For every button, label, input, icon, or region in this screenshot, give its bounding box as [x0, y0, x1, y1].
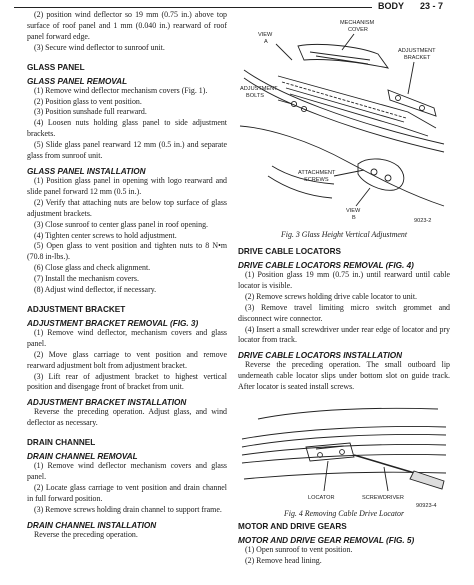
procedure-step: (1) Position glass 19 mm (0.75 in.) until rearward until cable locator is visible. [238, 270, 450, 290]
procedure-step: (7) Install the mechanism covers. [34, 274, 139, 284]
figure-3-code: 9023-2 [414, 218, 432, 224]
label-view-b-1: VIEW [346, 208, 361, 214]
right-column-bottom [238, 513, 450, 567]
label-locator: LOCATOR [308, 495, 335, 501]
label-view-a-1: VIEW [258, 32, 273, 38]
figure-4-code: 90923-4 [416, 503, 437, 509]
procedure-step: (2) Remove screws holding drive cable locator to unit. [245, 291, 418, 301]
label-adjustment-bolts-2: BOLTS [246, 93, 264, 99]
subsection-heading: GLASS PANEL REMOVAL [27, 76, 128, 86]
right-column-middle [238, 238, 450, 393]
procedure-step: (5) Open glass to vent position and tighten nuts to 8 N•m (70.8 in-lbs.). [27, 241, 227, 262]
figure-3-caption: Fig. 3 Glass Height Vertical Adjustment [280, 230, 408, 239]
subsection-heading: ADJUSTMENT BRACKET REMOVAL (FIG. 3) [27, 318, 199, 328]
body-paragraph: Reverse the preceding operation. Adjust glass, and wind deflector as necessary. [27, 407, 227, 428]
figure-4-drawing [238, 399, 450, 509]
subsection-heading: ADJUSTMENT BRACKET INSTALLATION [27, 398, 187, 408]
label-mechanism-1: MECHANISM [340, 20, 375, 26]
procedure-step: (4) Tighten center screws to hold adjustment. [34, 230, 177, 240]
label-view-b-2: B [352, 215, 356, 221]
procedure-step: (3) Position sunshade full rearward. [34, 107, 147, 117]
label-view-a-2: A [264, 39, 268, 45]
guide-track-upper [242, 427, 446, 440]
subsection-heading: MOTOR AND DRIVE GEAR REMOVAL (FIG. 5) [238, 536, 415, 545]
section-heading: ADJUSTMENT BRACKET [27, 304, 126, 314]
procedure-step: (2) Remove head lining. [245, 555, 322, 565]
figure-3-drawing [238, 16, 450, 230]
procedure-step: (6) Close glass and check alignment. [34, 263, 151, 273]
procedure-step: (1) Remove wind deflector, mechanism covers and glass panel. [27, 327, 227, 348]
header-rule [14, 7, 372, 8]
procedure-step: (2) Move glass carriage to vent position and remove rearward adjustment bolt from adjustment bracket. [27, 349, 227, 370]
procedure-step: (3) Remove travel limiting micro switch grommet and disconnect wire connector. [238, 302, 450, 323]
label-adjustment-bolts-1: ADJUSTMENT [240, 86, 278, 92]
section-heading: DRIVE CABLE LOCATORS [238, 247, 341, 256]
adjustment-bracket-shape [388, 90, 436, 116]
label-mechanism-2: COVER [348, 27, 368, 33]
procedure-step: (3) Lift rear of adjustment bracket to highest vertical position and disengage front of bracket from unit. [27, 371, 227, 392]
label-attachment-screws-1: ATTACHMENT [298, 170, 336, 176]
left-column [27, 10, 227, 541]
figure-4-caption: Fig. 4 Removing Cable Drive Locator [283, 509, 405, 518]
section-title: BODY [378, 1, 405, 11]
procedure-step: (2) Position glass to vent position. [34, 96, 142, 106]
procedure-step: (8) Adjust wind deflector, if necessary. [34, 285, 157, 295]
roof-lower-line [240, 126, 444, 206]
attachment-detail-shape [358, 159, 404, 190]
procedure-step: (3) Close sunroof to center glass panel in roof opening. [34, 219, 208, 229]
page-number: 23 - 7 [420, 1, 444, 11]
body-paragraph: Reverse the preceding operation. [34, 529, 138, 539]
section-heading: GLASS PANEL [27, 62, 85, 72]
subsection-heading: GLASS PANEL INSTALLATION [27, 166, 146, 176]
procedure-step: (2) Locate glass carriage to vent position and drain channel in full forward position. [27, 483, 227, 503]
label-adjustment-bracket-2: BRACKET [404, 55, 431, 61]
subsection-heading: DRIVE CABLE LOCATORS REMOVAL (FIG. 4) [238, 261, 414, 270]
procedure-step: (1) Open sunroof to vent position. [245, 545, 353, 554]
procedure-step: (3) Remove screws holding drain channel to support frame. [34, 504, 222, 514]
section-heading: DRAIN CHANNEL [27, 438, 96, 448]
procedure-step: (2) Verify that attaching nuts are below top surface of glass adjustment brackets. [27, 197, 227, 218]
roof-edge-line [244, 70, 444, 144]
procedure-step: (4) Loosen nuts holding glass panel to side adjustment brackets. [27, 118, 227, 139]
section-heading: MOTOR AND DRIVE GEARS [238, 522, 347, 531]
body-paragraph: Reverse the preceding operation. The small outboard lip underneath cable locator slips under bottom slot on guide track. After locator is seated install screws. [238, 360, 450, 392]
procedure-step: (3) Secure wind deflector to sunroof unit. [34, 42, 165, 52]
figure-3 [238, 16, 450, 244]
procedure-step: (1) Remove wind deflector mechanism covers and glass panel. [27, 461, 227, 482]
subsection-heading: DRAIN CHANNEL INSTALLATION [27, 520, 157, 530]
procedure-step: (2) position wind deflector so 19 mm (0.75 in.) above top surface of roof panel and 1 mm (0.040 in.) rearward of roof panel forward edge. [27, 10, 227, 41]
subsection-heading: DRIVE CABLE LOCATORS INSTALLATION [238, 351, 403, 361]
label-adjustment-bracket-1: ADJUSTMENT [398, 48, 436, 54]
label-attachment-screws-2: SCREWS [304, 177, 329, 183]
procedure-step: (5) Slide glass panel rearward 12 mm (0.5 in.) and separate glass from sunroof unit. [27, 140, 227, 161]
procedure-step: (4) Insert a small screwdriver under rear edge of locator and pry locator from track. [238, 324, 450, 345]
label-screwdriver: SCREWDRIVER [362, 495, 404, 501]
subsection-heading: DRAIN CHANNEL REMOVAL [27, 452, 138, 462]
procedure-step: (1) Remove wind deflector mechanism covers (Fig. 1). [34, 85, 208, 95]
procedure-step: (1) Position glass panel in opening with logo rearward and slide panel forward 12 mm (0.5 in.). [27, 175, 227, 196]
screwdriver-handle [410, 471, 444, 489]
figure-4 [238, 399, 450, 523]
